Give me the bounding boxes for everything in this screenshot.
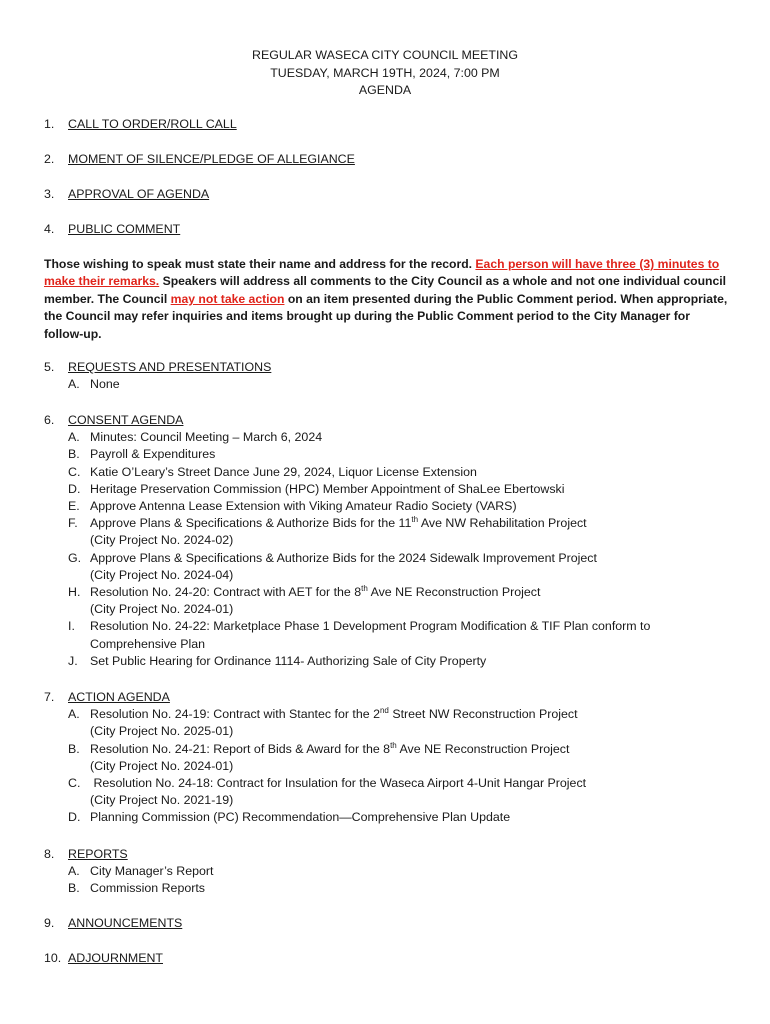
list-item (68, 809, 734, 826)
rules-no-action: may not take action (170, 291, 285, 306)
list-item (68, 515, 734, 549)
section-title: REPORTS (68, 847, 128, 861)
item-text-end: Street NW Reconstruction Project (388, 707, 578, 722)
item-text: Katie O’Leary’s Street Dance June 29, 2024, Liquor License Extension (90, 464, 477, 479)
item-project-number: (City Project No. 2021-19) (90, 793, 234, 808)
section-reports (44, 846, 734, 898)
item-letter: F. (68, 516, 78, 531)
item-text-end: Ave NE Reconstruction Project (396, 741, 570, 756)
section-number: 5. (44, 360, 55, 374)
item-letter: A. (68, 377, 80, 392)
section-number: 7. (44, 690, 55, 704)
item-letter: A. (68, 864, 80, 879)
item-text: Resolution No. 24-22: Marketplace Phase 1 Development Program Modification & TIF Plan conform to (90, 619, 651, 634)
rules-time-limit: Each person will have three (3) minutes to make their remarks. (44, 257, 720, 289)
list-item (68, 741, 734, 775)
item-text: City Manager’s Report (90, 864, 214, 879)
item-text: None (90, 377, 120, 392)
item-letter: A. (68, 430, 80, 445)
item-letter: C. (68, 776, 81, 791)
section-number: 6. (44, 413, 55, 427)
section-title: CALL TO ORDER/ROLL CALL (68, 117, 237, 131)
item-project-number: (City Project No. 2024-01) (90, 602, 234, 617)
meeting-title: REGULAR WASECA CITY COUNCIL MEETING (252, 48, 518, 62)
item-letter: B. (68, 447, 80, 462)
ordinal-suffix: th (390, 740, 397, 750)
item-letter: I. (68, 619, 75, 634)
section-number: 3. (44, 187, 55, 201)
item-text: Payroll & Expenditures (90, 447, 216, 462)
rules-text-1: Those wishing to speak must state their name and address for the record. (44, 257, 476, 271)
list-item (68, 584, 734, 618)
item-text: Resolution No. 24-19: Contract with Stantec for the 2 (90, 707, 380, 722)
item-text: Planning Commission (PC) Recommendation—Comprehensive Plan Update (90, 810, 511, 825)
list-item (68, 653, 734, 670)
item-text-end: Ave NE Reconstruction Project (367, 585, 541, 600)
list-item (68, 498, 734, 515)
section-requests (44, 359, 734, 393)
item-text: Heritage Preservation Commission (HPC) Member Appointment of ShaLee Ebertowski (90, 481, 565, 496)
section-title: CONSENT AGENDA (68, 413, 184, 427)
section-title: REQUESTS AND PRESENTATIONS (68, 360, 272, 374)
section-title: MOMENT OF SILENCE/PLEDGE OF ALLEGIANCE (68, 152, 355, 166)
list-item (68, 429, 734, 446)
agenda-label: AGENDA (358, 83, 412, 97)
agenda-header (0, 47, 770, 100)
item-letter: G. (68, 550, 82, 565)
section-consent-agenda (44, 412, 734, 670)
item-text: Resolution No. 24-21: Report of Bids & Award for the 8 (90, 741, 391, 756)
item-text: Minutes: Council Meeting – March 6, 2024 (90, 430, 323, 445)
item-letter: C. (68, 464, 81, 479)
item-text: Resolution No. 24-18: Contract for Insulation for the Waseca Airport 4-Unit Hangar Project (90, 776, 587, 791)
item-letter: J. (68, 653, 78, 668)
section-title: APPROVAL OF AGENDA (68, 187, 210, 201)
item-text: Approve Plans & Specifications & Authorize Bids for the 11 (90, 516, 412, 531)
item-letter: B. (68, 881, 80, 896)
item-project-number: (City Project No. 2024-04) (90, 567, 234, 582)
section-action-agenda (44, 689, 734, 827)
rules-text-2: Speakers will address all comments to the City Council as a whole and not one individual council member. The Council (44, 274, 727, 306)
item-letter: E. (68, 499, 80, 514)
list-item (68, 863, 734, 880)
section-title: ANNOUNCEMENTS (68, 916, 183, 930)
ordinal-suffix: th (361, 583, 368, 593)
section-number: 10. (44, 951, 62, 965)
list-item (68, 446, 734, 463)
section-title: PUBLIC COMMENT (68, 222, 181, 236)
item-text-end: Ave NW Rehabilitation Project (418, 516, 587, 531)
list-item (68, 880, 734, 897)
ordinal-suffix: nd (379, 706, 389, 716)
item-letter: H. (68, 585, 81, 600)
public-comment-rules (44, 256, 728, 343)
ordinal-suffix: th (411, 515, 419, 525)
list-item (68, 481, 734, 498)
section-public-comment (44, 221, 734, 238)
item-letter: A. (68, 707, 80, 722)
item-letter: B. (68, 741, 80, 756)
section-title: ADJOURNMENT (68, 951, 163, 965)
section-adjournment (44, 950, 734, 967)
item-project-number: (City Project No. 2024-02) (90, 533, 234, 548)
section-number: 4. (44, 222, 55, 236)
list-item (68, 706, 734, 740)
list-item (68, 775, 734, 809)
section-title: ACTION AGENDA (68, 690, 170, 704)
item-project-number: (City Project No. 2025-01) (90, 724, 234, 739)
meeting-date: TUESDAY, MARCH 19TH, 2024, 7:00 PM (270, 65, 500, 80)
section-announcements (44, 915, 734, 932)
item-project-number: (City Project No. 2024-01) (90, 758, 234, 773)
item-text-continued: Comprehensive Plan (90, 636, 206, 651)
section-number: 2. (44, 152, 55, 166)
item-text: Approve Antenna Lease Extension with Viking Amateur Radio Society (VARS) (90, 499, 517, 514)
list-item (68, 618, 734, 652)
list-item (68, 376, 734, 393)
section-number: 1. (44, 117, 55, 131)
item-letter: D. (68, 810, 81, 825)
section-number: 9. (44, 916, 55, 930)
item-text: Resolution No. 24-20: Contract with AET for the 8 (90, 585, 362, 600)
list-item (68, 550, 734, 584)
item-letter: D. (68, 481, 81, 496)
list-item (68, 464, 734, 481)
section-moment-of-silence (44, 151, 734, 168)
item-text: Approve Plans & Specifications & Authorize Bids for the 2024 Sidewalk Improvement Project (90, 550, 597, 565)
rules-text-3: on an item presented during the Public Comment period. When appropriate, the Council may refer inquiries and items brought up during the Public Comment period to the City Manager for follow-up. (44, 291, 728, 341)
item-text: Commission Reports (90, 881, 205, 896)
item-text: Set Public Hearing for Ordinance 1114- Authorizing Sale of City Property (90, 653, 487, 668)
section-call-to-order (44, 116, 734, 133)
section-approval-of-agenda (44, 186, 734, 203)
section-number: 8. (44, 847, 55, 861)
